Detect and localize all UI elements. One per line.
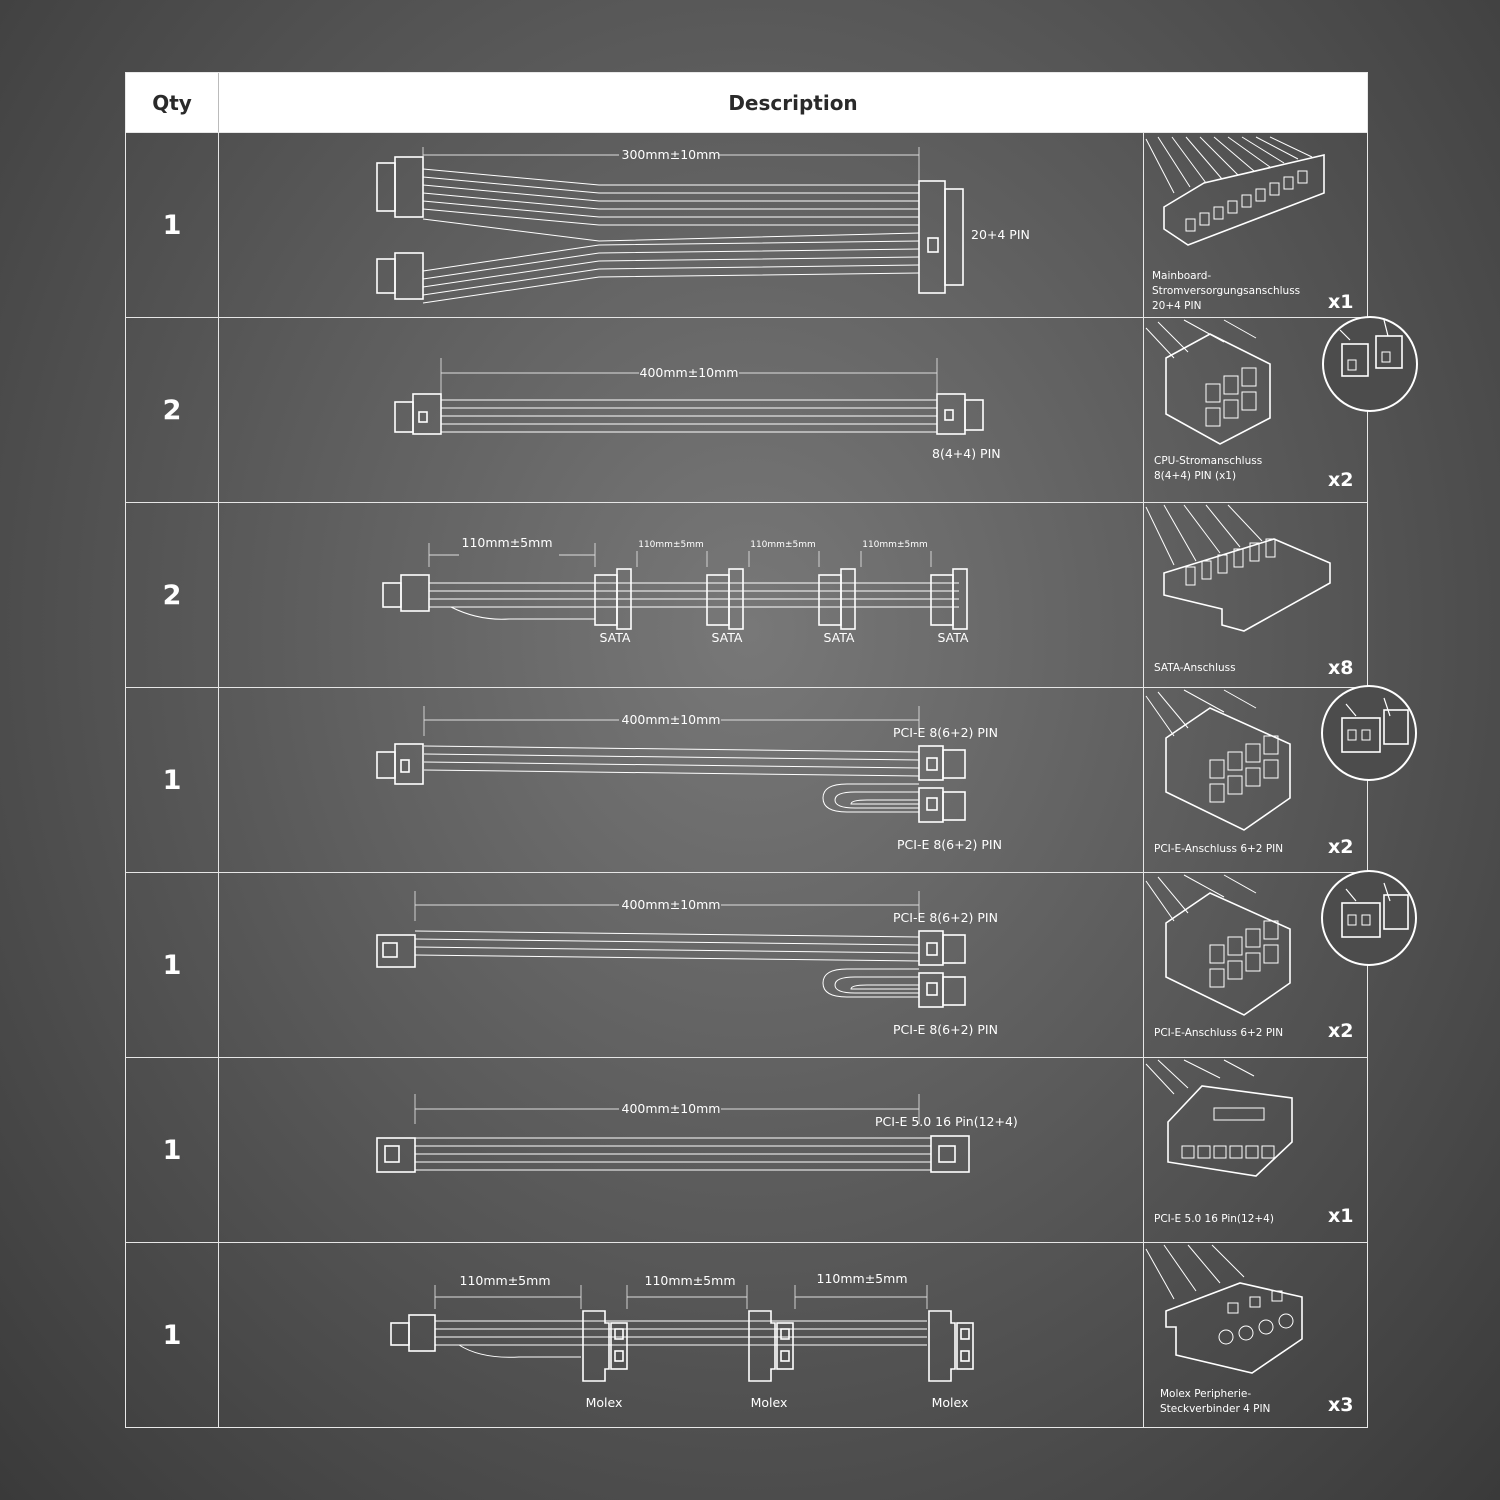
molex-cable-diagram	[219, 1243, 1143, 1428]
dimension-label: 110mm±5mm	[816, 1271, 908, 1286]
cable-row-molex	[126, 1242, 1367, 1428]
connector-caption: SATA-Anschluss	[1154, 662, 1236, 674]
connector-count: x1	[1328, 1205, 1354, 1227]
connector-caption: PCI-E-Anschluss 6+2 PIN	[1154, 1027, 1284, 1039]
cable-row-sata	[126, 502, 1367, 688]
connector-count: x1	[1328, 291, 1354, 313]
connector-caption: Molex Peripherie-	[1160, 1388, 1252, 1400]
connector-count: x2	[1328, 469, 1354, 491]
dimension-label: 110mm±5mm	[638, 540, 704, 550]
dimension-label: 110mm±5mm	[459, 1273, 551, 1288]
connector-label: PCI-E 8(6+2) PIN	[893, 725, 998, 740]
connector-label: SATA	[711, 630, 743, 645]
connector-label: PCI-E 8(6+2) PIN	[897, 837, 1002, 852]
molex-connector-thumb	[1143, 1243, 1368, 1428]
pcie5-cable-diagram	[219, 1058, 1143, 1243]
connector-label: SATA	[823, 630, 855, 645]
connector-caption: 20+4 PIN	[1152, 300, 1202, 312]
dimension-label: 400mm±10mm	[639, 365, 739, 380]
cable-spec-table	[125, 72, 1368, 1428]
connector-label: 8(4+4) PIN	[932, 446, 1001, 461]
pcie-cable-diagram	[219, 688, 1143, 873]
connector-label: 20+4 PIN	[971, 227, 1030, 242]
connector-caption: Stromversorgungsanschluss	[1152, 285, 1301, 297]
connector-caption: CPU-Stromanschluss	[1154, 455, 1263, 467]
cable-row-pcie-b	[126, 872, 1367, 1058]
dimension-label: 110mm±5mm	[461, 535, 553, 550]
dimension-label: 400mm±10mm	[621, 1101, 721, 1116]
cable-row-cpu	[126, 317, 1367, 503]
row-qty: 1	[126, 133, 219, 318]
mainboard-connector-thumb	[1143, 133, 1368, 318]
row-qty: 1	[126, 873, 219, 1058]
connector-label: SATA	[937, 630, 969, 645]
connector-count: x2	[1328, 836, 1354, 858]
pcie5-connector-thumb	[1143, 1058, 1368, 1243]
dimension-label: 400mm±10mm	[621, 712, 721, 727]
connector-count: x2	[1328, 1020, 1354, 1042]
cpu-connector-thumb	[1143, 318, 1368, 503]
connector-label: Molex	[585, 1395, 623, 1410]
sata-connector-thumb	[1143, 503, 1368, 688]
connector-label: PCI-E 5.0 16 Pin(12+4)	[875, 1114, 1018, 1129]
connector-caption: Mainboard-	[1152, 270, 1212, 282]
cable-row-pcie-a	[126, 687, 1367, 873]
dimension-label: 300mm±10mm	[621, 147, 721, 162]
cable-row-mainboard	[126, 132, 1367, 318]
sata-cable-diagram	[219, 503, 1143, 688]
connector-caption: 8(4+4) PIN (x1)	[1154, 470, 1237, 482]
connector-label: PCI-E 8(6+2) PIN	[893, 1022, 998, 1037]
mainboard-cable-diagram	[219, 133, 1143, 318]
connector-caption: PCI-E-Anschluss 6+2 PIN	[1154, 843, 1284, 855]
row-qty: 1	[126, 1058, 219, 1243]
connector-label: SATA	[599, 630, 631, 645]
row-qty: 2	[126, 503, 219, 688]
row-qty: 1	[126, 688, 219, 873]
cpu-cable-diagram	[219, 318, 1143, 503]
row-qty: 2	[126, 318, 219, 503]
connector-count: x3	[1328, 1394, 1354, 1416]
connector-label: Molex	[750, 1395, 788, 1410]
pcie-cable-diagram	[219, 873, 1143, 1058]
dimension-label: 110mm±5mm	[644, 1273, 736, 1288]
cable-row-pcie5	[126, 1057, 1367, 1243]
row-qty: 1	[126, 1243, 219, 1428]
dimension-label: 110mm±5mm	[862, 540, 928, 550]
connector-label: Molex	[931, 1395, 969, 1410]
dimension-label: 110mm±5mm	[750, 540, 816, 550]
dimension-label: 400mm±10mm	[621, 897, 721, 912]
description-column-header: Description	[219, 73, 1367, 132]
pcie-connector-thumb	[1143, 873, 1368, 1058]
pcie-connector-thumb	[1143, 688, 1368, 873]
qty-column-header: Qty	[126, 73, 219, 132]
connector-caption: Steckverbinder 4 PIN	[1160, 1403, 1271, 1415]
connector-label: PCI-E 8(6+2) PIN	[893, 910, 998, 925]
connector-caption: PCI-E 5.0 16 Pin(12+4)	[1154, 1213, 1274, 1225]
connector-count: x8	[1328, 657, 1354, 679]
